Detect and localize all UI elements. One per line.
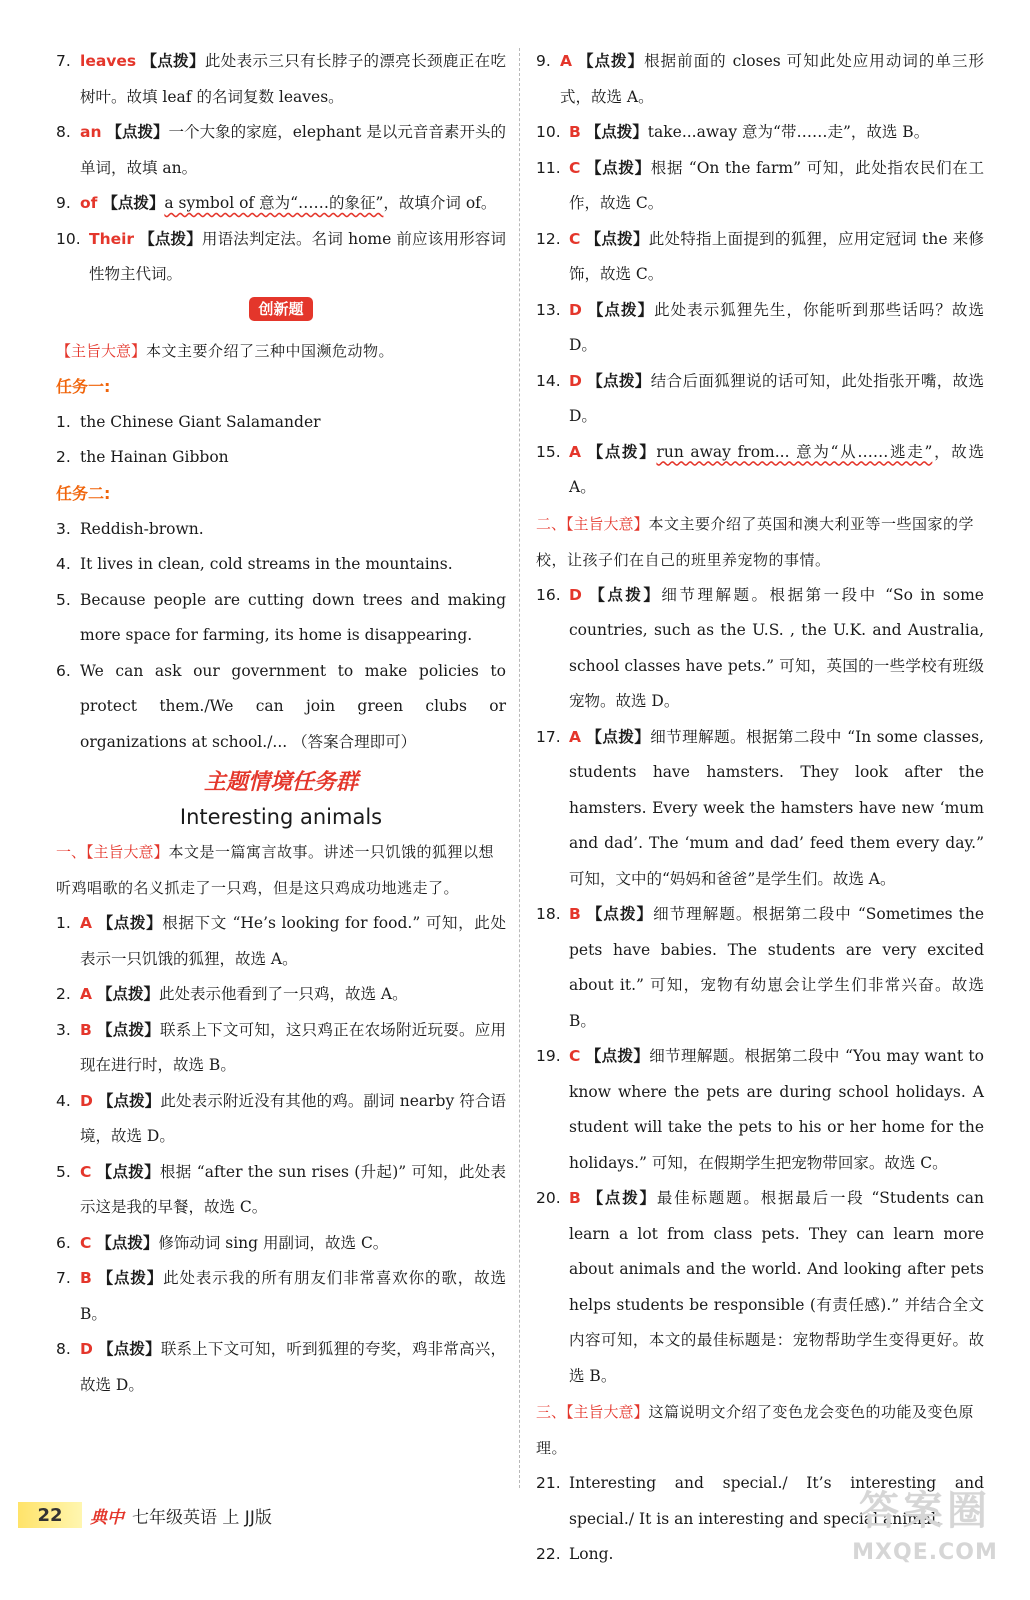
answer-item: 1. the Chinese Giant Salamander — [56, 412, 321, 431]
item-text: 根据前面的 closes 可知此处应用动词的单三形式，故选 A。 — [560, 52, 984, 106]
answer-key: leaves — [80, 52, 137, 70]
item-text: 此处表示三只有长脖子的漂亮长颈鹿正在吃树叶。故填 leaf 的名词复数 leaves。 — [80, 52, 506, 106]
item-text: 结合后面狐狸说的话可知，此处指张开嘴，故选 D。 — [569, 371, 984, 425]
hint-tag: 【点拨】 — [106, 123, 169, 141]
summary-innovation: 【主旨大意】本文主要介绍了三种中国濒危动物。 — [56, 341, 395, 360]
item-text: 此处表示狐狸先生，你能听到那些话吗？故选 D。 — [569, 300, 984, 354]
summary-part-one: 一、【主旨大意】本文是一篇寓言故事。讲述一只饥饿的狐狸以想听鸡唱歌的名义抓走了一只鸡，但是这只鸡成功地逃走了。 — [56, 843, 495, 897]
answer-item: 2. A 【点拨】此处表示他看到了一只鸡，故选 A。 — [56, 985, 408, 1003]
page-footer — [18, 1500, 438, 1530]
answer-key: C — [569, 158, 581, 177]
book-title: 七年级英语 上 JJ版 — [132, 1507, 272, 1528]
answer-item: 4. It lives in clean, cold streams in the mountains. — [56, 555, 453, 573]
answer-item: 6. C 【点拨】修饰动词 sing 用副词，故选 C。 — [56, 1233, 389, 1252]
item-text: the Hainan Gibbon — [80, 448, 229, 466]
answer-key: C — [80, 1233, 92, 1252]
answer-item: 13. D 【点拨】此处表示狐狸先生，你能听到那些话吗？故选 D。 — [536, 300, 984, 354]
answer-item: 16. D 【点拨】细节理解题。根据第一段中 “So in some countries, such as the U.S. , the U.K. and Australia, school classes have pets.” 可知，英国的一些学校有班级宠物。故选 D。 — [536, 585, 984, 710]
answer-item: 6. We can ask our government to make policies to protect them./We can join green clubs or organizations at school./... （答案合理即可） — [56, 661, 506, 751]
answer-key: D — [569, 300, 582, 319]
answer-item: 7. leaves 【点拨】此处表示三只有长脖子的漂亮长颈鹿正在吃树叶。故填 leaf 的名词复数 leaves。 — [56, 52, 506, 106]
hint-tag: 【点拨】 — [585, 1047, 650, 1065]
answer-item-9: 9. of 【点拨】a symbol of 意为“……的象征”，故填介词 of。 — [56, 194, 497, 212]
answer-key: D — [569, 585, 582, 604]
item-text: We can ask our government to make policies to protect them./We can join green clubs or organizations at school./... （答案合理即可） — [80, 661, 506, 751]
answer-key: A — [80, 985, 92, 1003]
answer-key: A — [80, 914, 92, 932]
left-column — [56, 44, 506, 1403]
answer-item: 8. D 【点拨】联系上下文可知，听到狐狸的夸奖，鸡非常高兴，故选 D。 — [56, 1340, 506, 1394]
answer-key: C — [569, 1047, 581, 1065]
item-text: Long. — [569, 1545, 614, 1563]
answer-item: 7. B 【点拨】此处表示我的所有朋友们非常喜欢你的歌，故选 B。 — [56, 1269, 506, 1323]
answer-key: B — [569, 905, 581, 923]
wavy-underline-phrase: run away from... 意为“从……逃走” — [656, 442, 933, 461]
answer-key: D — [569, 371, 582, 390]
item-text: 修饰动词 sing 用副词，故选 C。 — [158, 1233, 389, 1252]
answer-item: 21. Interesting and special./ It’s interesting and special./ It is an interesting and special animal. — [536, 1474, 984, 1528]
right-column — [536, 44, 984, 1573]
hint-tag: 【点拨】 — [96, 1233, 159, 1252]
item-text: 细节理解题。根据第二段中 “Sometimes the pets have babies. The students are very excited about it.” 可知，宠物有幼崽会让学生们非常兴奋。故选 B。 — [569, 905, 984, 1030]
item-text: Reddish-brown. — [80, 519, 204, 538]
answer-item: 8. an 【点拨】一个大象的家庭，elephant 是以元音音素开头的单词，故填 an。 — [56, 123, 506, 177]
answer-key: B — [80, 1020, 92, 1039]
item-text: 最佳标题题。根据最后一段 “Students can learn a lot from class pets. They can learn more about animals and the world. And looking after pets helps students be responsible (有责任感).” 并结合全文内容可知，本文的最佳标题是：宠物帮助学生变得更好。故选 B。 — [569, 1189, 984, 1385]
item-text: 细节理解题。根据第二段中 “In some classes, students have hamsters. They look after the hamsters. Every week the hamsters have new ‘mum and dad’. The ‘mum and dad’ feed them every day.” 可知，文中的“妈妈和爸爸”是学生们。故选 A。 — [569, 727, 984, 888]
answer-key: C — [569, 229, 581, 248]
item-text: Because people are cutting down trees and making more space for farming, its home is disappearing. — [80, 590, 506, 644]
answer-key: B — [80, 1269, 92, 1287]
watermark-line-2: MXQE.COM — [852, 1540, 998, 1565]
section-title: 主题情境任务群 — [203, 770, 358, 795]
summary-part-three: 三、【主旨大意】这篇说明文介绍了变色龙会变色的功能及变色原理。 — [536, 1403, 975, 1457]
item-text: 细节理解题。根据第一段中 “So in some countries, such as the U.S. , the U.K. and Australia, school classes have pets.” 可知，英国的一些学校有班级宠物。故选 D。 — [569, 585, 984, 710]
hint-tag: 【点拨】 — [98, 1340, 161, 1358]
item-text: 根据 “On the farm” 可知，此处指农民们在工作，故选 C。 — [569, 158, 984, 212]
innovation-badge-row — [56, 293, 506, 333]
answer-item: 1. A 【点拨】根据下文 “He’s looking for food.” 可知，此处表示一只饥饿的狐狸，故选 A。 — [56, 914, 506, 968]
hint-tag: 【点拨】 — [97, 914, 163, 932]
watermark — [840, 1484, 1010, 1576]
answer-key: A — [560, 52, 572, 70]
item-text: Interesting and special./ It’s interesting and special./ It is an interesting and special animal. — [569, 1474, 984, 1528]
item-text: 根据下文 “He’s looking for food.” 可知，此处表示一只饥饿的狐狸，故选 A。 — [80, 914, 506, 968]
page-number: 22 — [18, 1502, 82, 1528]
answer-item: 14. D 【点拨】结合后面狐狸说的话可知，此处指张开嘴，故选 D。 — [536, 371, 984, 425]
hint-tag: 【点拨】 — [141, 52, 205, 70]
answer-item: 19. C 【点拨】细节理解题。根据第二段中 “You may want to know where the pets are during school holidays. A student will take the pets to his or her home for the holidays.” 可知，在假期学生把宠物带回家。故选 C。 — [536, 1047, 984, 1172]
task-2-heading: 任务二: — [56, 483, 111, 503]
hint-tag: 【点拨】 — [589, 585, 662, 604]
publisher-logo: 典中 — [90, 1507, 124, 1528]
answer-item: 12. C 【点拨】此处特指上面提到的狐狸，应用定冠词 the 来修饰，故选 C。 — [536, 229, 984, 283]
item-text: 此处表示附近没有其他的鸡。副词 nearby 符合语境，故选 D。 — [80, 1091, 506, 1145]
answer-key: B — [569, 1189, 581, 1207]
answer-key: D — [80, 1340, 93, 1358]
hint-tag: 【点拨】 — [586, 158, 651, 177]
answer-item: 10. B 【点拨】take...away 意为“带……走”，故选 B。 — [536, 123, 930, 141]
item-text: 细节理解题。根据第二段中 “You may want to know where the pets are during school holidays. A student will take the pets to his or her home for the holidays.” 可知，在假期学生把宠物带回家。故选 C。 — [569, 1047, 984, 1172]
answer-key: D — [80, 1091, 93, 1110]
answer-key: B — [569, 123, 581, 141]
item-text: the Chinese Giant Salamander — [80, 412, 321, 431]
item-text: 此处表示我的所有朋友们非常喜欢你的歌，故选 B。 — [80, 1269, 506, 1323]
summary-part-two: 二、【主旨大意】本文主要介绍了英国和澳大利亚等一些国家的学校，让孩子们在自己的班里养宠物的事情。 — [536, 514, 975, 569]
answer-item: 5. Because people are cutting down trees and making more space for farming, its home is disappearing. — [56, 590, 506, 644]
hint-tag: 【点拨】 — [587, 1189, 657, 1207]
answer-item: 9. A 【点拨】根据前面的 closes 可知此处应用动词的单三形式，故选 A。 — [536, 52, 984, 106]
item-text: 此处表示他看到了一只鸡，故选 A。 — [158, 985, 408, 1003]
watermark-line-1: 答案圈 — [859, 1488, 991, 1534]
answer-item: 4. D 【点拨】此处表示附近没有其他的鸡。副词 nearby 符合语境，故选 D。 — [56, 1091, 506, 1145]
hint-tag: 【点拨】 — [97, 1020, 160, 1039]
column-divider — [519, 48, 520, 1488]
hint-tag: 【点拨】 — [96, 985, 159, 1003]
hint-tag: 【点拨】 — [97, 1091, 161, 1110]
answer-item: 18. B 【点拨】细节理解题。根据第二段中 “Sometimes the pets have babies. The students are very excited about it.” 可知，宠物有幼崽会让学生们非常兴奋。故选 B。 — [536, 905, 984, 1030]
answer-item-10: 10. Their 【点拨】用语法判定法。名词 home 前应该用形容词性物主代词。 — [56, 229, 506, 283]
section-subtitle: Interesting animals — [179, 805, 383, 829]
hint-tag: 【点拨】 — [586, 727, 651, 746]
hint-tag: 【点拨】 — [586, 905, 654, 923]
answer-item: 22. Long. — [536, 1545, 614, 1563]
answer-item: 3. Reddish-brown. — [56, 519, 204, 538]
answer-item: 3. B 【点拨】联系上下文可知，这只鸡正在农场附近玩耍。应用现在进行时，故选 B。 — [56, 1020, 506, 1074]
answer-item: 20. B 【点拨】最佳标题题。根据最后一段 “Students can learn a lot from class pets. They can learn more about animals and the world. And looking after pets helps students be responsible (有责任感).” 并结合全文内容可知，本文的最佳标题是：宠物帮助学生变得更好。故选 B。 — [536, 1189, 984, 1385]
answer-item: 11. C 【点拨】根据 “On the farm” 可知，此处指农民们在工作，故选 C。 — [536, 158, 984, 212]
hint-tag: 【点拨】 — [577, 52, 645, 70]
hint-tag: 【点拨】 — [96, 1162, 160, 1181]
answer-item-15: 15. A 【点拨】run away from... 意为“从……逃走”，故选 A。 — [536, 442, 984, 496]
item-text: 此处特指上面提到的狐狸，应用定冠词 the 来修饰，故选 C。 — [569, 229, 984, 283]
answer-key: C — [80, 1162, 92, 1181]
hint-tag: 【点拨】 — [587, 371, 651, 390]
answer-item: 2. the Hainan Gibbon — [56, 448, 229, 466]
task-1-heading: 任务一: — [56, 376, 111, 396]
answer-key: an — [80, 123, 102, 141]
item-text: It lives in clean, cold streams in the mountains. — [80, 555, 453, 573]
item-text: 根据 “after the sun rises (升起)” 可知，此处表示这是我的早餐，故选 C。 — [80, 1162, 506, 1216]
item-text: 一个大象的家庭，elephant 是以元音音素开头的单词，故填 an。 — [80, 123, 506, 177]
hint-tag: 【点拨】 — [97, 1269, 164, 1287]
item-text: take...away 意为“带……走”，故选 B。 — [647, 123, 930, 141]
answer-item: 5. C 【点拨】根据 “after the sun rises (升起)” 可知，此处表示这是我的早餐，故选 C。 — [56, 1162, 506, 1216]
answer-key: A — [569, 727, 581, 746]
hint-tag: 【点拨】 — [585, 229, 649, 248]
innovation-badge: 创新题 — [249, 297, 312, 321]
hint-tag: 【点拨】 — [585, 123, 648, 141]
wavy-underline-phrase: a symbol of 意为“……的象征” — [164, 194, 384, 212]
hint-tag: 【点拨】 — [587, 300, 655, 319]
item-text: 联系上下文可知，这只鸡正在农场附近玩耍。应用现在进行时，故选 B。 — [80, 1020, 506, 1074]
answer-item: 17. A 【点拨】细节理解题。根据第二段中 “In some classes, students have hamsters. They look after the hamsters. Every week the hamsters have new ‘mum and dad’. The ‘mum and dad’ feed them every day.” 可知，文中的“妈妈和爸爸”是学生们。故选 A。 — [536, 727, 984, 888]
item-text: 联系上下文可知，听到狐狸的夸奖，鸡非常高兴，故选 D。 — [80, 1340, 506, 1394]
